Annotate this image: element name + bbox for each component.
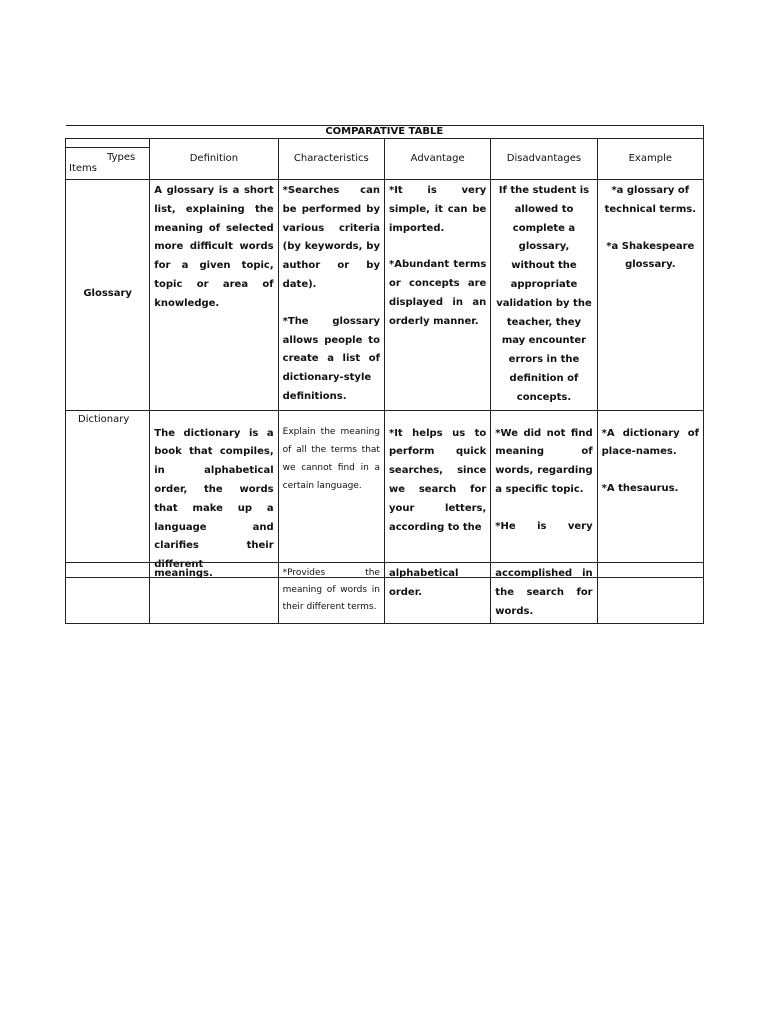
corner-items: Items: [69, 163, 97, 175]
table-row-dictionary: [66, 410, 704, 577]
glossary-example-2: *a Shakespeare glossary.: [606, 240, 695, 271]
corner-header: [66, 139, 150, 180]
dictionary-disadvantages-2: *He is very: [495, 520, 593, 532]
glossary-example: [597, 180, 703, 411]
dictionary-example-2: *A thesaurus.: [601, 483, 679, 495]
continuation-characteristics: *Provides the meaning of words in their different terms.: [278, 563, 384, 624]
comparative-table: [65, 125, 704, 578]
header-characteristics: Characteristics: [278, 139, 384, 180]
glossary-example-1: *a glossary of technical terms.: [604, 185, 697, 215]
dictionary-disadvantages: [491, 410, 597, 577]
dictionary-definition: The dictionary is a book that compiles, in alphabetical order, the words that make up a language and clarifies their different: [150, 410, 278, 577]
dictionary-example: [597, 410, 703, 577]
corner-line: [66, 147, 150, 148]
glossary-characteristics: [278, 180, 384, 411]
corner-types: Types: [107, 152, 136, 163]
table-row-continuation: [66, 563, 704, 624]
continuation-disadvantages: accomplished in the search for words.: [491, 563, 597, 624]
glossary-disadvantages: If the student is allowed to complete a glossary, without the appropriate validation by the teacher, they may encounter errors in the definition of concepts.: [491, 180, 597, 411]
dictionary-example-1: *A dictionary of place-names.: [601, 427, 699, 458]
header-disadvantages: Disadvantages: [491, 139, 597, 180]
glossary-characteristics-2: *The glossary allows people to create a list of dictionary-style definitions.: [282, 315, 380, 402]
table-title: COMPARATIVE TABLE: [66, 126, 704, 139]
glossary-advantage-1: *It is very simple, it can be imported.: [388, 185, 487, 234]
continuation-definition: meanings.: [150, 563, 278, 624]
header-example: Example: [597, 139, 703, 180]
continuation-advantage: alphabetical order.: [384, 563, 490, 624]
glossary-definition: A glossary is a short list, explaining the meaning of selected more difficult words for a given topic, topic or area of knowledge.: [150, 180, 278, 411]
glossary-advantage-2: *Abundant terms or concepts are displayed in an orderly manner.: [388, 259, 487, 327]
row-label-glossary: Glossary: [66, 180, 150, 411]
dictionary-disadvantages-1: *We did not find meaning of words, regarding a specific topic.: [495, 427, 593, 495]
glossary-characteristics-1: *Searches can be performed by various criteria (by keywords, by author or by date).: [282, 185, 380, 290]
continuation-example-cell: [597, 563, 703, 624]
header-definition: Definition: [150, 139, 278, 180]
row-label-dictionary-cell: [66, 410, 150, 577]
table-row-glossary: [66, 180, 704, 411]
continuation-label-cell: [66, 563, 150, 624]
glossary-advantage: [384, 180, 490, 411]
header-advantage: Advantage: [384, 139, 490, 180]
comparative-table-continuation: [65, 562, 704, 624]
dictionary-characteristics: Explain the meaning of all the terms that we cannot find in a certain language.: [278, 410, 384, 577]
dictionary-advantage: *It helps us to perform quick searches, since we search for your letters, according to the: [384, 410, 490, 577]
row-label-dictionary: Dictionary: [78, 413, 130, 425]
